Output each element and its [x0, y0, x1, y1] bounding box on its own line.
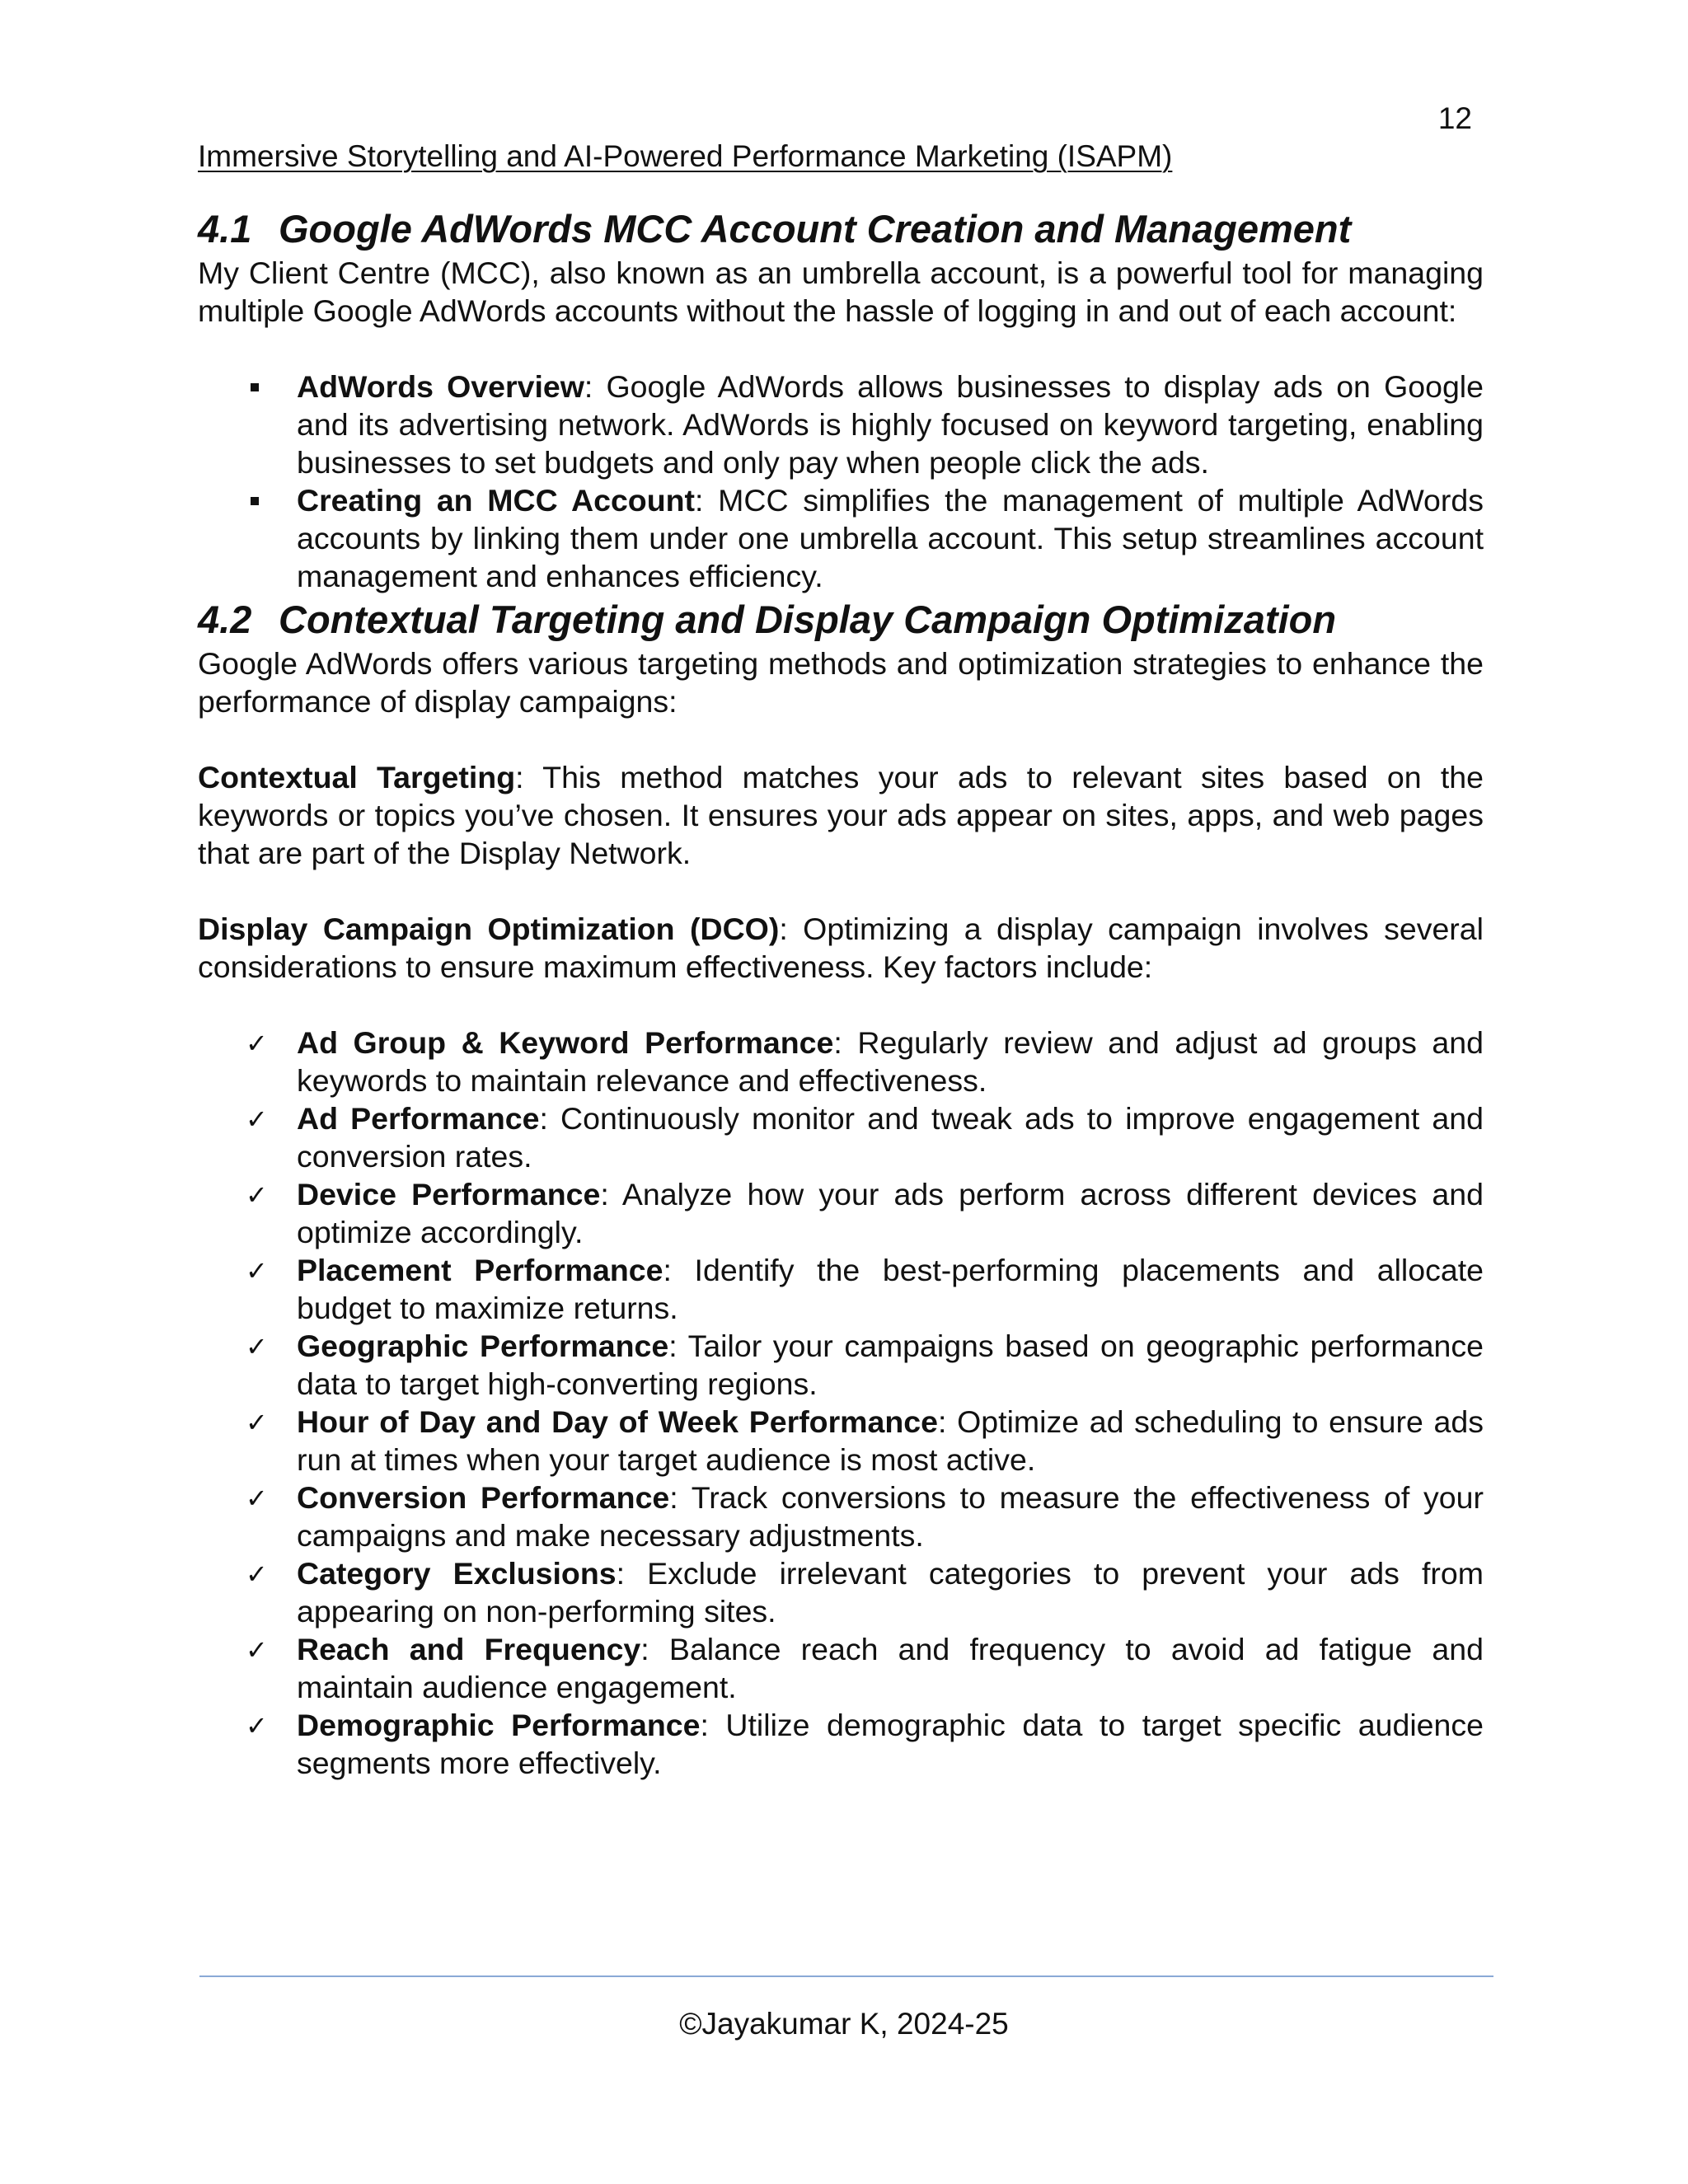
checkmark-icon: ✓	[246, 1179, 268, 1211]
checklist-item-text: : Tailor your campaigns based on geographic performance data to target high-converting regions.	[297, 1329, 1484, 1401]
checkmark-icon: ✓	[246, 1483, 268, 1514]
section-heading-4-1	[198, 204, 1484, 254]
checklist-item-term: Demographic Performance	[297, 1708, 701, 1742]
checklist-item	[198, 1706, 1484, 1782]
spacer	[198, 720, 1484, 758]
checklist-item	[198, 1024, 1484, 1099]
list-item-term: Creating an MCC Account	[297, 483, 696, 518]
section-title: Google AdWords MCC Account Creation and Management	[279, 207, 1352, 251]
square-bullet-icon	[251, 497, 259, 505]
section-intro-paragraph: My Client Centre (MCC), also known as an umbrella account, is a powerful tool for managing multiple Google AdWords accounts without the hassle of logging in and out of each account:	[198, 255, 1484, 328]
checklist-item	[198, 1479, 1484, 1554]
page-number: 12	[1437, 101, 1472, 135]
checklist-item-text: : Utilize demographic data to target specific audience segments more effectively.	[297, 1708, 1484, 1780]
checklist-item-text: : Analyze how your ads perform across different devices and optimize accordingly.	[297, 1177, 1484, 1249]
checklist-item-term: Geographic Performance	[297, 1329, 669, 1363]
spacer	[198, 330, 1484, 368]
checklist-item-text: : Exclude irrelevant categories to prevent your ads from appearing on non-performing sites.	[297, 1556, 1484, 1629]
checklist-item	[198, 1403, 1484, 1479]
running-header: Immersive Storytelling and AI-Powered Performance Marketing (ISAPM)	[198, 139, 1173, 173]
section-number: 4.1	[198, 207, 252, 251]
checkmark-icon: ✓	[246, 1407, 268, 1438]
page-content	[198, 204, 1484, 1782]
checklist-item-text: : Regularly review and adjust ad groups and keywords to maintain relevance and effectiveness.	[297, 1025, 1484, 1098]
checklist-item-term: Ad Group & Keyword Performance	[297, 1025, 834, 1060]
checklist-item	[198, 1327, 1484, 1403]
bullet-list	[198, 368, 1484, 595]
checklist-item-term: Category Exclusions	[297, 1556, 617, 1591]
list-item-term: AdWords Overview	[297, 369, 584, 404]
checklist-item-term: Ad Performance	[297, 1101, 540, 1136]
checkmark-icon: ✓	[246, 1710, 268, 1741]
checkmark-icon: ✓	[246, 1028, 268, 1059]
dco-paragraph	[198, 910, 1484, 986]
checklist-item-text: : Optimize ad scheduling to ensure ads run at times when your target audience is most active.	[297, 1404, 1484, 1477]
checklist-item-term: Hour of Day and Day of Week Performance	[297, 1404, 938, 1439]
checklist	[198, 1024, 1484, 1782]
checklist-item-term: Conversion Performance	[297, 1480, 670, 1515]
checkmark-icon: ✓	[246, 1104, 268, 1135]
checkmark-icon: ✓	[246, 1634, 268, 1666]
section-number: 4.2	[198, 598, 252, 641]
paragraph-term: Contextual Targeting	[198, 760, 516, 794]
checklist-item-text: : Balance reach and frequency to avoid ad fatigue and maintain audience engagement.	[297, 1632, 1484, 1704]
spacer	[198, 872, 1484, 910]
checklist-item-term: Placement Performance	[297, 1253, 663, 1287]
checklist-item-term: Reach and Frequency	[297, 1632, 641, 1666]
spacer	[198, 986, 1484, 1024]
section-heading-4-2	[198, 595, 1484, 644]
list-item	[198, 368, 1484, 481]
checklist-item-text: : Identify the best-performing placements and allocate budget to maximize returns.	[297, 1253, 1484, 1325]
checklist-item	[198, 1175, 1484, 1251]
checklist-item-text: : Track conversions to measure the effectiveness of your campaigns and make necessary adjustments.	[297, 1480, 1484, 1553]
paragraph-term: Display Campaign Optimization (DCO)	[198, 912, 780, 946]
checklist-item	[198, 1099, 1484, 1175]
checklist-item-term: Device Performance	[297, 1177, 601, 1212]
checkmark-icon: ✓	[246, 1558, 268, 1590]
list-item-text: : Google AdWords allows businesses to display ads on Google and its advertising network. AdWords is highly focused on keyword targeting, enabling businesses to set budgets and only pay when people click the ads.	[297, 369, 1484, 480]
paragraph-text: : Optimizing a display campaign involves several considerations to ensure maximum effectiveness. Key factors include:	[198, 912, 1484, 984]
checkmark-icon: ✓	[246, 1255, 268, 1286]
checklist-item-text: : Continuously monitor and tweak ads to improve engagement and conversion rates.	[297, 1101, 1484, 1174]
square-bullet-icon	[251, 383, 259, 391]
list-item	[198, 481, 1484, 595]
contextual-targeting-paragraph	[198, 758, 1484, 872]
checklist-item	[198, 1630, 1484, 1706]
paragraph-text: : This method matches your ads to relevant sites based on the keywords or topics you’ve chosen. It ensures your ads appear on sites, apps, and web pages that are part of the Display Network.	[198, 760, 1484, 870]
checklist-item	[198, 1554, 1484, 1630]
section-title: Contextual Targeting and Display Campaign Optimization	[279, 598, 1337, 641]
checkmark-icon: ✓	[246, 1331, 268, 1362]
checklist-item	[198, 1251, 1484, 1327]
footer-copyright: ©Jayakumar K, 2024-25	[679, 2007, 1009, 2041]
footer-divider	[199, 1975, 1493, 1977]
section-intro-paragraph: Google AdWords offers various targeting methods and optimization strategies to enhance the performance of display campaigns:	[198, 646, 1484, 719]
list-item-text: : MCC simplifies the management of multiple AdWords accounts by linking them under one umbrella account. This setup streamlines account management and enhances efficiency.	[297, 483, 1484, 593]
